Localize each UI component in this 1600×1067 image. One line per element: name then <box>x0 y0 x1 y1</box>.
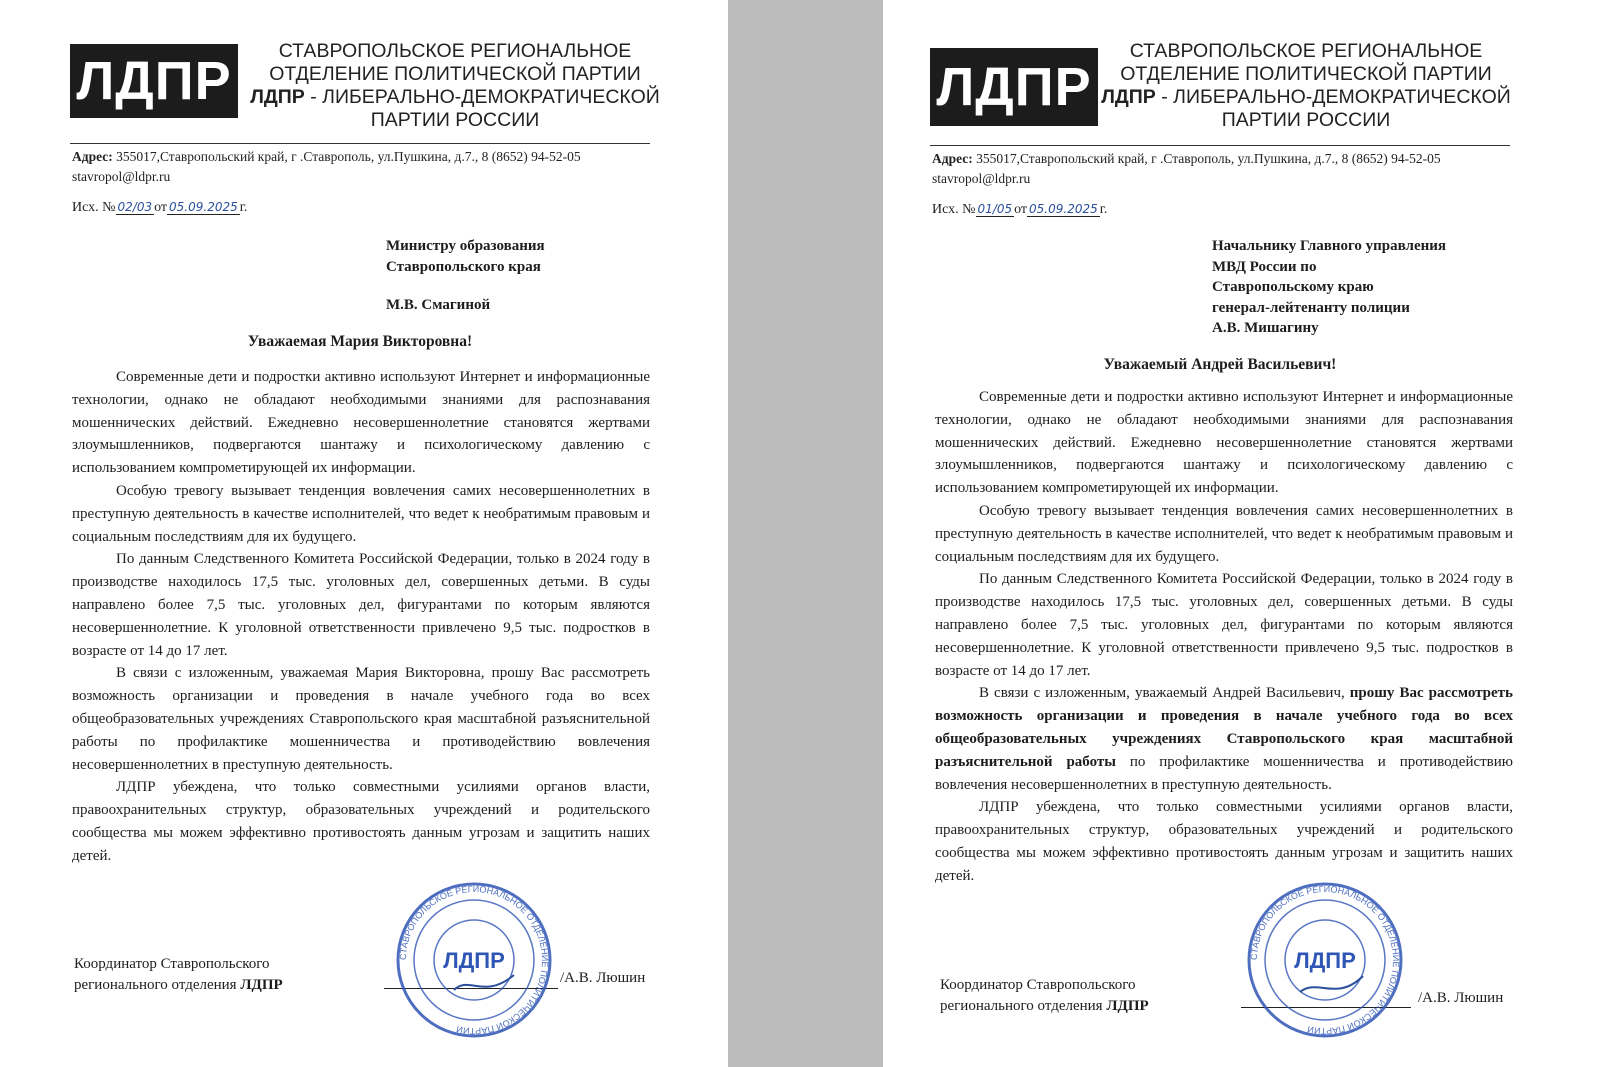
email-text: stavropol@ldpr.ru <box>932 171 1031 186</box>
org-line-4: ПАРТИИ РОССИИ <box>1221 109 1391 131</box>
stamp-center-text: ЛДПР <box>1294 948 1356 973</box>
request-emphasis: прошу Вас рассмотреть возможность организации и проведения в начале учебного года во всех общеобразовательных учреждениях Ставропольского края масштабной разъяснительной работы <box>935 685 1513 770</box>
body-paragraph: ЛДПР убеждена, что только совместными усилиями органов власти, правоохранительных структур, образовательных учреждений и родительского сообщества мы можем эффективно противостоять данным угрозам и защитить наших детей. <box>935 799 1513 884</box>
handwritten-signature <box>1300 976 1363 992</box>
official-stamp <box>1245 880 1405 1040</box>
body-paragraph: ЛДПР убеждена, что только совместными усилиями органов власти, правоохранительных структур, образовательных учреждений и родительского сообщества мы можем эффективно противостоять данным угрозам и защитить наших детей. <box>72 779 650 864</box>
recipient-line: генерал-лейтенанту полиции <box>1212 299 1410 316</box>
out-number-handwritten: 01/05 <box>977 202 1013 216</box>
out-suffix: г. <box>239 200 248 215</box>
out-date-label: от <box>154 200 168 215</box>
org-line-1: СТАВРОПОЛЬСКОЕ РЕГИОНАЛЬНОЕ <box>278 40 632 62</box>
signer-name: /А.В. Люшин <box>560 970 646 986</box>
recipient-line: Ставропольскому краю <box>1212 279 1374 295</box>
out-date-handwritten: 05.09.2025 <box>169 200 238 214</box>
recipient-block <box>386 236 686 316</box>
out-prefix: Исх. № <box>932 202 976 217</box>
recipient-line: МВД России по <box>1212 258 1317 275</box>
signature-title-line2 <box>940 996 1149 1017</box>
body-paragraph: По данным Следственного Комитета Российской Федерации, только в 2024 году в производстве находилось 17,5 тыс. уголовных дел, совершенных детьми. В суды направлено более 7,5 тыс. уголовных дел, фигурантами по которым являются несовершеннолетние. К уголовной ответственности привлечено 9,5 тыс. подростков в возрасте от 14 до 17 лет. <box>935 571 1513 679</box>
signature-title-text: регионального отделения <box>74 977 241 993</box>
out-date-label: от <box>1014 202 1028 217</box>
out-suffix: г. <box>1099 202 1108 217</box>
out-date-handwritten: 05.09.2025 <box>1029 202 1098 216</box>
org-line-1: СТАВРОПОЛЬСКОЕ РЕГИОНАЛЬНОЕ <box>1129 40 1483 62</box>
org-line-2: ОТДЕЛЕНИЕ ПОЛИТИЧЕСКОЙ ПАРТИИ <box>1120 63 1492 85</box>
body-paragraph: Современные дети и подростки активно используют Интернет и информационные технологии, однако не обладают необходимыми знаниями для распознавания мошеннических действий. Ежедневно несовершеннолетние становятся жертвами злоумышленников, подвергаются шантажу и психологическому давлению с использованием компрометирующей их информации. <box>935 389 1513 497</box>
ldpr-logo <box>70 44 238 118</box>
handwritten-signature <box>454 975 514 990</box>
page-divider <box>728 0 883 1067</box>
recipient-line: Начальнику Главного управления <box>1212 238 1447 254</box>
logo-text: ЛДПР <box>76 51 232 111</box>
email-text: stavropol@ldpr.ru <box>72 169 171 184</box>
greeting: Уважаемая Мария Викторовна! <box>247 333 473 350</box>
body-paragraph-request <box>935 682 1513 796</box>
signature-title: Координатор Ставропольского <box>940 977 1136 993</box>
address-text: 355017,Ставропольский край, г .Ставрополь, ул.Пушкина, д.7., 8 (8652) 94-52-05 <box>972 151 1441 166</box>
org-party-abbr: ЛДПР <box>1101 86 1156 108</box>
ldpr-logo <box>930 48 1098 126</box>
org-party-name: - ЛИБЕРАЛЬНО-ДЕМОКРАТИЧЕСКОЙ <box>1155 86 1511 108</box>
address-line <box>932 149 1532 169</box>
address-line <box>72 147 672 167</box>
body-paragraph: Современные дети и подростки активно используют Интернет и информационные технологии, однако не обладают необходимыми знаниями для распознавания мошеннических действий. Ежедневно несовершеннолетние становятся жертвами злоумышленников, подвергаются шантажу и психологическому давлению с использованием компрометирующей их информации. <box>72 369 650 477</box>
body-paragraph: По данным Следственного Комитета Российской Федерации, только в 2024 году в производстве находилось 17,5 тыс. уголовных дел, совершенных детьми. В суды направлено более 7,5 тыс. уголовных дел, фигурантами по которым являются несовершеннолетние. К уголовной ответственности привлечено 9,5 тыс. подростков в возрасте от 14 до 17 лет. <box>72 551 650 659</box>
stamp-center-text: ЛДПР <box>443 948 505 973</box>
recipient-line: Ставропольского края <box>386 258 541 275</box>
recipient-line: М.В. Смагиной <box>386 297 491 313</box>
signature-block <box>940 975 1149 1017</box>
stamp-ring-text: СТАВРОПОЛЬСКОЕ РЕГИОНАЛЬНОЕ ОТДЕЛЕНИЕ ПОЛИТИЧЕСКОЙ ПАРТИИ <box>397 883 551 1037</box>
out-number-handwritten: 02/03 <box>117 200 153 214</box>
signature-title-text: регионального отделения <box>940 998 1107 1014</box>
header-rule <box>930 145 1510 146</box>
header-rule <box>70 143 650 144</box>
address-label: Адрес: <box>932 151 973 166</box>
org-line-3 <box>245 86 665 109</box>
org-line-4: ПАРТИИ РОССИИ <box>370 109 540 131</box>
org-party-abbr: ЛДПР <box>250 86 305 108</box>
outgoing-number <box>72 200 247 216</box>
signature-party: ЛДПР <box>240 977 283 993</box>
letter-body <box>935 386 1513 888</box>
org-line-3 <box>1101 86 1511 109</box>
recipient-line: Министру образования <box>386 238 545 254</box>
org-party-name: - ЛИБЕРАЛЬНО-ДЕМОКРАТИЧЕСКОЙ <box>304 86 660 108</box>
address-block <box>932 149 1532 189</box>
request-outro: по профилактике мошенничества и противодействию вовлечения несовершеннолетних в преступную деятельность. <box>935 753 1513 793</box>
letter-left <box>0 0 728 1067</box>
signature-title: Координатор Ставропольского <box>74 956 270 972</box>
signature-block <box>74 954 283 996</box>
body-paragraph: В связи с изложенным, уважаемая Мария Викторовна, прошу Вас рассмотреть возможность организации и проведения в начале учебного года во всех общеобразовательных учреждениях Ставропольского края масштабной разъяснительной работы по профилактике мошенничества и противодействию вовлечения несовершеннолетних в преступную деятельность. <box>72 665 650 773</box>
recipient-line: А.В. Мишагину <box>1212 320 1319 336</box>
signature-party: ЛДПР <box>1106 998 1149 1014</box>
org-line-2: ОТДЕЛЕНИЕ ПОЛИТИЧЕСКОЙ ПАРТИИ <box>269 63 641 85</box>
stamp-ring-text: СТАВРОПОЛЬСКОЕ РЕГИОНАЛЬНОЕ ОТДЕЛЕНИЕ ПОЛИТИЧЕСКОЙ ПАРТИИ <box>1248 883 1402 1037</box>
letter-right <box>883 0 1600 1067</box>
outgoing-number <box>932 202 1107 218</box>
signature-title-line2 <box>74 975 283 996</box>
org-header <box>245 40 665 132</box>
body-paragraph: Особую тревогу вызывает тенденция вовлечения самих несовершеннолетних в преступную деятельность в качестве исполнителей, что ведет к необратимым правовым и социальным последствиям для их будущего. <box>935 502 1513 565</box>
body-paragraph: Особую тревогу вызывает тенденция вовлечения самих несовершеннолетних в преступную деятельность в качестве исполнителей, что ведет к необратимым правовым и социальным последствиям для их будущего. <box>72 482 650 545</box>
request-intro: В связи с изложенным, уважаемый Андрей Васильевич, <box>979 685 1350 702</box>
official-stamp <box>394 880 554 1040</box>
address-label: Адрес: <box>72 149 113 164</box>
org-header <box>1101 40 1511 132</box>
address-block <box>72 147 672 187</box>
letter-body <box>72 366 650 868</box>
recipient-block <box>1212 236 1542 339</box>
signer-name: /А.В. Люшин <box>1418 990 1504 1006</box>
recipient-spacer <box>386 277 686 295</box>
out-prefix: Исх. № <box>72 200 116 215</box>
greeting: Уважаемый Андрей Васильевич! <box>1103 356 1337 373</box>
logo-text: ЛДПР <box>936 57 1092 117</box>
address-text: 355017,Ставропольский край, г .Ставрополь, ул.Пушкина, д.7., 8 (8652) 94-52-05 <box>112 149 581 164</box>
